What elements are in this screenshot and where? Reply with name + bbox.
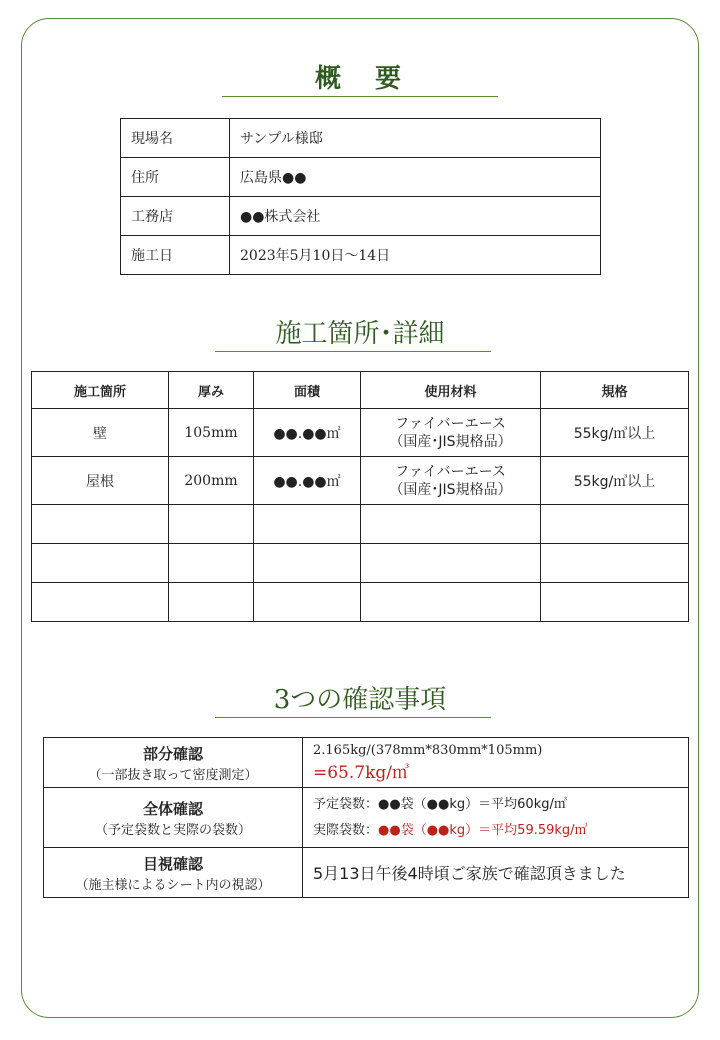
check-content-cell [303,848,689,898]
checks-heading [0,679,720,716]
empty-row [32,505,689,544]
column-header: 厚み [169,372,254,409]
empty-row [32,544,689,583]
check-sub: （予定袋数と実際の袋数） [94,822,251,838]
checks-title-underline [215,717,491,718]
check-sub: （施主様によるシート内の視認） [75,877,271,893]
material-cell: ファイバーエース （国産･JIS規格品） [361,409,541,457]
spec-cell: 55kg/㎥以上 [541,457,689,505]
table-row [44,788,689,848]
check-label-cell [44,788,303,848]
area-cell: ●●.●●㎡ [254,457,361,505]
check-label-cell [44,738,303,788]
check-label: 部分確認 [142,744,203,763]
checks-table [43,737,689,898]
spec-cell: 55kg/㎥以上 [541,409,689,457]
column-header: 面積 [254,372,361,409]
overview-table [120,118,601,275]
overview-label: 工務店 [121,197,230,236]
overview-heading [0,58,720,95]
overview-value: ●●株式会社 [230,197,601,236]
table-row [44,848,689,898]
thickness-cell: 105mm [169,409,254,457]
check-content-cell [303,738,689,788]
table-row [121,119,601,158]
table-row [44,738,689,788]
check-label: 全体確認 [142,799,203,818]
check-sub: （一部抜き取って密度測定） [88,767,258,783]
check-line: 2.165kg/(378mm*830mm*105mm) [313,742,543,758]
table-row [32,409,689,457]
table-row [32,457,689,505]
check-label: 目視確認 [142,854,203,873]
details-title-underline [215,351,491,352]
material-cell: ファイバーエース （国産･JIS規格品） [361,457,541,505]
overview-label: 住所 [121,158,230,197]
table-header-row [32,372,689,409]
overview-title: 概 要 [314,64,405,94]
table-row [121,236,601,275]
column-header: 使用材料 [361,372,541,409]
check-result: ●●袋（●●kg）＝平均59.59kg/㎥ [378,822,588,838]
area-cell: ●●.●●㎡ [254,409,361,457]
check-result: =65.7kg/㎥ [313,762,410,783]
table-row [121,158,601,197]
check-line: 実際袋数：●●袋（●●kg）＝平均59.59kg/㎥ [313,822,588,838]
overview-label: 現場名 [121,119,230,158]
thickness-cell: 200mm [169,457,254,505]
check-line: 5月13日午後4時頃ご家族で確認頂きました [313,864,626,883]
details-title: 施工箇所･詳細 [275,319,445,349]
table-row [121,197,601,236]
overview-label: 施工日 [121,236,230,275]
details-heading [0,313,720,350]
place-cell: 屋根 [32,457,169,505]
overview-title-underline [222,96,498,97]
column-header: 施工箇所 [32,372,169,409]
check-content-cell [303,788,689,848]
checks-title: 3つの確認事項 [273,685,447,715]
overview-value: サンプル様邸 [230,119,601,158]
check-line: 予定袋数：●●袋（●●kg）＝平均60kg/㎥ [313,796,567,812]
check-label-cell [44,848,303,898]
empty-row [32,583,689,622]
overview-value: 2023年5月10日～14日 [230,236,601,275]
details-table [31,371,689,622]
overview-value: 広島県●● [230,158,601,197]
column-header: 規格 [541,372,689,409]
place-cell: 壁 [32,409,169,457]
